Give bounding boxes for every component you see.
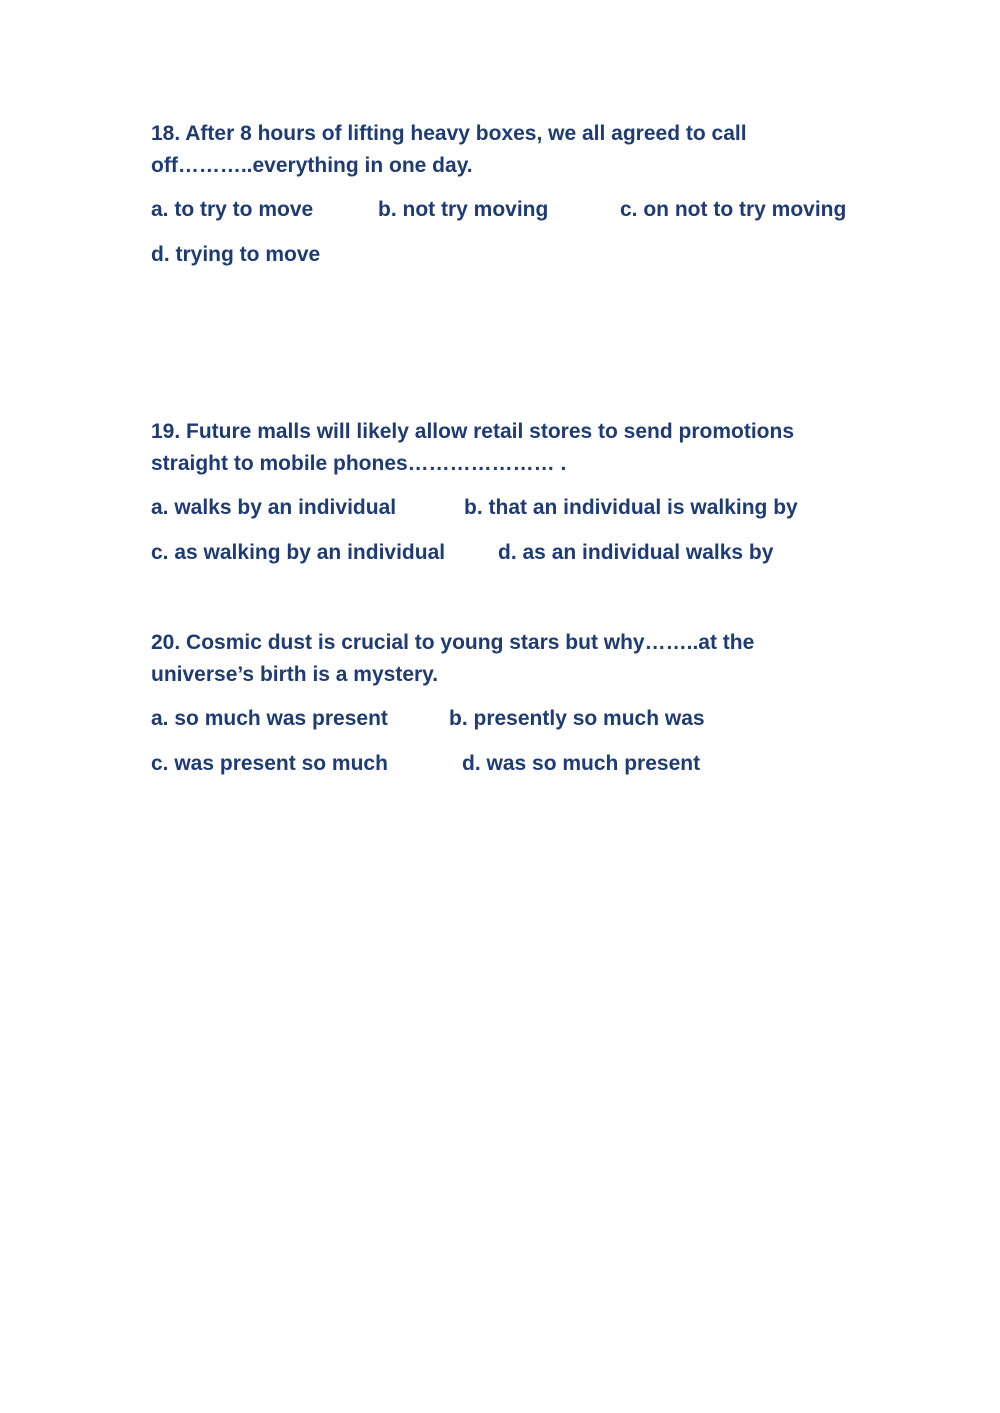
options-row (151, 239, 871, 271)
option-a[interactable]: a. walks by an individual (151, 496, 397, 519)
option-a[interactable]: a. so much was present (151, 707, 388, 730)
question-text: 19. Future malls will likely allow retail stores to send promotions straight to mobile phones………………… . (151, 420, 795, 475)
option-a[interactable]: a. to try to move (151, 198, 314, 221)
worksheet-page (151, 118, 871, 780)
option-c[interactable]: c. was present so much (151, 752, 388, 775)
options-row (151, 703, 871, 735)
question-text: 18. After 8 hours of lifting heavy boxes, we all agreed to call off………..everything in one day. (151, 122, 747, 177)
option-b[interactable]: b. that an individual is walking by (464, 496, 798, 519)
options-row (151, 492, 871, 524)
question-18 (151, 118, 871, 416)
option-b[interactable]: b. presently so much was (449, 707, 705, 730)
question-text: 20. Cosmic dust is crucial to young stars but why……..at the universe’s birth is a mystery. (151, 631, 755, 686)
options-row (151, 537, 871, 569)
option-d[interactable]: d. trying to move (151, 243, 321, 266)
option-c[interactable]: c. as walking by an individual (151, 541, 446, 564)
option-d[interactable]: d. was so much present (462, 752, 701, 775)
question-19 (151, 416, 871, 627)
options-row (151, 194, 871, 226)
option-d[interactable]: d. as an individual walks by (498, 541, 774, 564)
option-b[interactable]: b. not try moving (378, 198, 549, 221)
question-20 (151, 627, 871, 780)
option-c[interactable]: c. on not to try moving (620, 198, 847, 221)
options-row (151, 748, 871, 780)
